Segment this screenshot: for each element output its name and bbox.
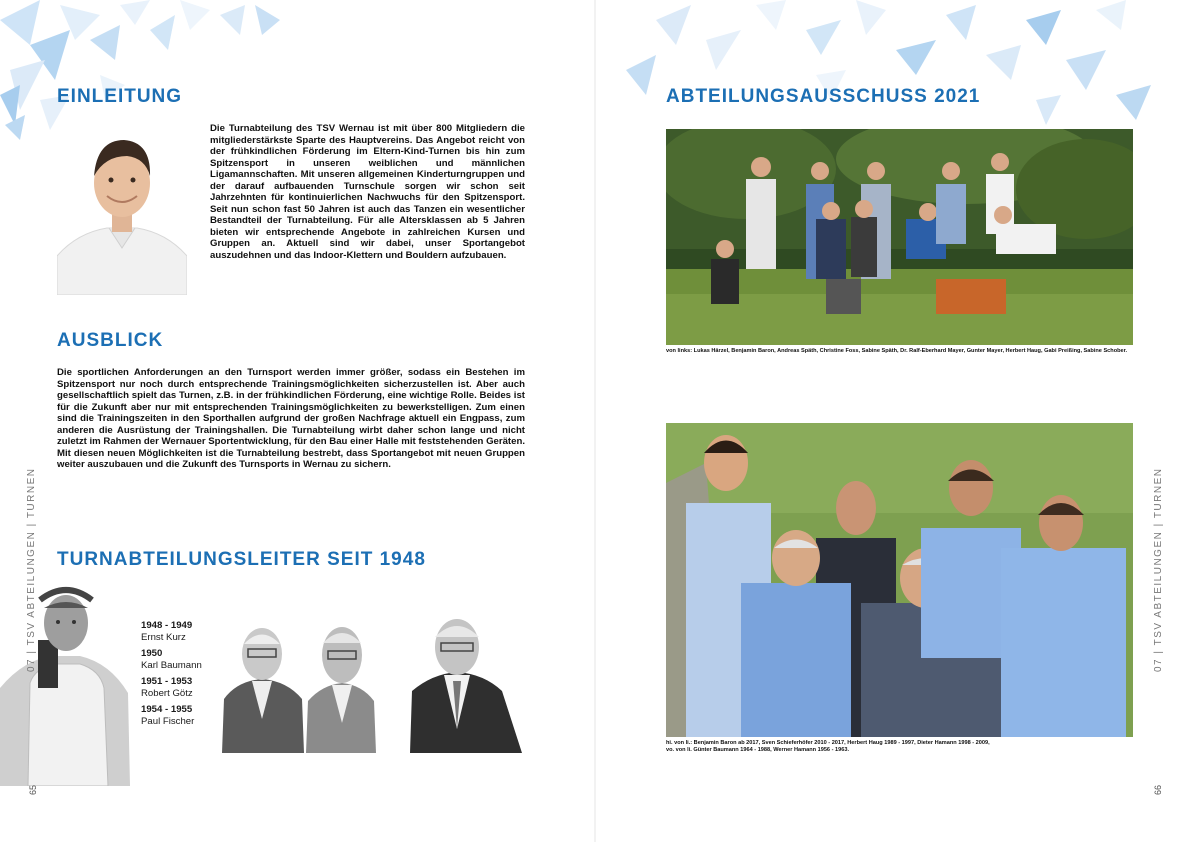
leaders-list: [141, 620, 221, 732]
committee-group-photo: [666, 129, 1133, 345]
committee-caption: von links: Lukas Härzel, Benjamin Baron, Andreas Späth, Christine Foss, Sabine Späth, Dr. Ralf-Eberhard Mayer, Gunter Mayer, Herbert Haug, Gabi Preißing, Sabine Schober.: [666, 348, 1128, 354]
section-side-label: 07 | TSV ABTEILUNGEN | TURNEN: [1153, 467, 1164, 672]
leader-name: Karl Baumann: [141, 660, 202, 671]
former-leaders-photo: [222, 619, 525, 753]
leader-name: Robert Götz: [141, 688, 193, 699]
triangle-decoration-left: [0, 0, 300, 140]
leader-years: 1954 - 1955: [141, 704, 193, 715]
leader-years: 1948 - 1949: [141, 620, 193, 631]
leader-years: 1951 - 1953: [141, 676, 193, 687]
triangle-decoration-right: [616, 0, 1176, 140]
leader-entry: [141, 676, 221, 700]
leaders-heading: TURNABTEILUNGSLEITER SEIT 1948: [57, 549, 426, 570]
leader-entry: [141, 620, 221, 644]
leader-name: Paul Fischer: [141, 716, 195, 727]
leader-name: Ernst Kurz: [141, 632, 186, 643]
committee-heading: ABTEILUNGSAUSSCHUSS 2021: [666, 86, 981, 107]
department-heads-photo: [666, 423, 1133, 737]
leader-entry: [141, 704, 221, 728]
outlook-heading: AUSBLICK: [57, 330, 164, 351]
heads-caption-line2: vo. von li. Günter Baumann 1964 - 1988, Werner Hamann 1956 - 1963.: [666, 747, 850, 753]
introduction-text: Die Turnabteilung des TSV Wernau ist mit über 800 Mitgliedern die mitgliederstärkste Sparte des Hauptvereins. Das Angebot reicht von der frühkindlichen Förderung im Eltern-Kind-Turnen bis hin zum Spitzensport in unseren weiblichen und männlichen Ligamannschaften. Mit unseren allgemeinen Kinderturngruppen und der darauf aufbauenden Turnschule sorgen wir schon seit Jahrzehnten für kontinuierlichen Nachwuchs für den Spitzensport. Seit nun schon fast 50 Jahren ist auch das Tanzen ein wesentlicher Bestandteil der Turnabteilung. Für alle Altersklassen ab 5 Jahren bieten wir entsprechende Angebote in zahlreichen Kursen und Gruppen an. Aktuell sind wir dabei, unser Sportangebot auszudehnen und das Indoor-Klettern und Bouldern aufzubauen.: [210, 123, 525, 261]
left-page: [0, 0, 595, 842]
historic-gymnast-photo: [0, 578, 135, 786]
page-number: 66: [1153, 784, 1163, 795]
section-side-label: 07 | TSV ABTEILUNGEN | TURNEN: [26, 467, 37, 672]
outlook-text: Die sportlichen Anforderungen an den Turnsport werden immer größer, sodass ein Bestehen im Spitzensport nur noch durch entsprechende Trainingsmöglichkeiten sicherzustellen ist. Aber auch gesellschaftlich spielt das Turnen, z.B. in der frühkindlichen Förderung, eine wichtige Rolle. Beides ist für die Zukunft aber nur mit entsprechenden Trainingsmöglichkeiten zu bewerkstelligen. Zum einen sind die Trainingszeiten in den Sporthallen aufgrund der großen Nachfrage aktuell ein Engpass, zum anderen die Ausrüstung der Trainingshallen. Die Turnabteilung wirbt daher schon lange und nicht zuletzt im Rahmen der Wernauer Sportentwicklung, für den Bau einer Halle mit feststehenden Geräten. Mit diesen neuen Möglichkeiten ist die Turnabteilung bestrebt, dass Sportangebot mit neuen Gruppen weiter auszubauen und die Zukunft des Turnsports in Wernau zu sichern.: [57, 367, 525, 470]
portrait-photo: [57, 128, 187, 295]
right-page: [596, 0, 1191, 842]
introduction-heading: EINLEITUNG: [57, 86, 183, 107]
heads-caption-line1: hi. von li.: Benjamin Baron ab 2017, Sven Schieferhöfer 2010 - 2017, Herbert Haug 1989 - 1997, Dieter Hamann 1998 - 2009,: [666, 740, 990, 746]
leader-years: 1950: [141, 648, 163, 659]
page-number: 65: [28, 784, 38, 795]
leader-entry: [141, 648, 221, 672]
